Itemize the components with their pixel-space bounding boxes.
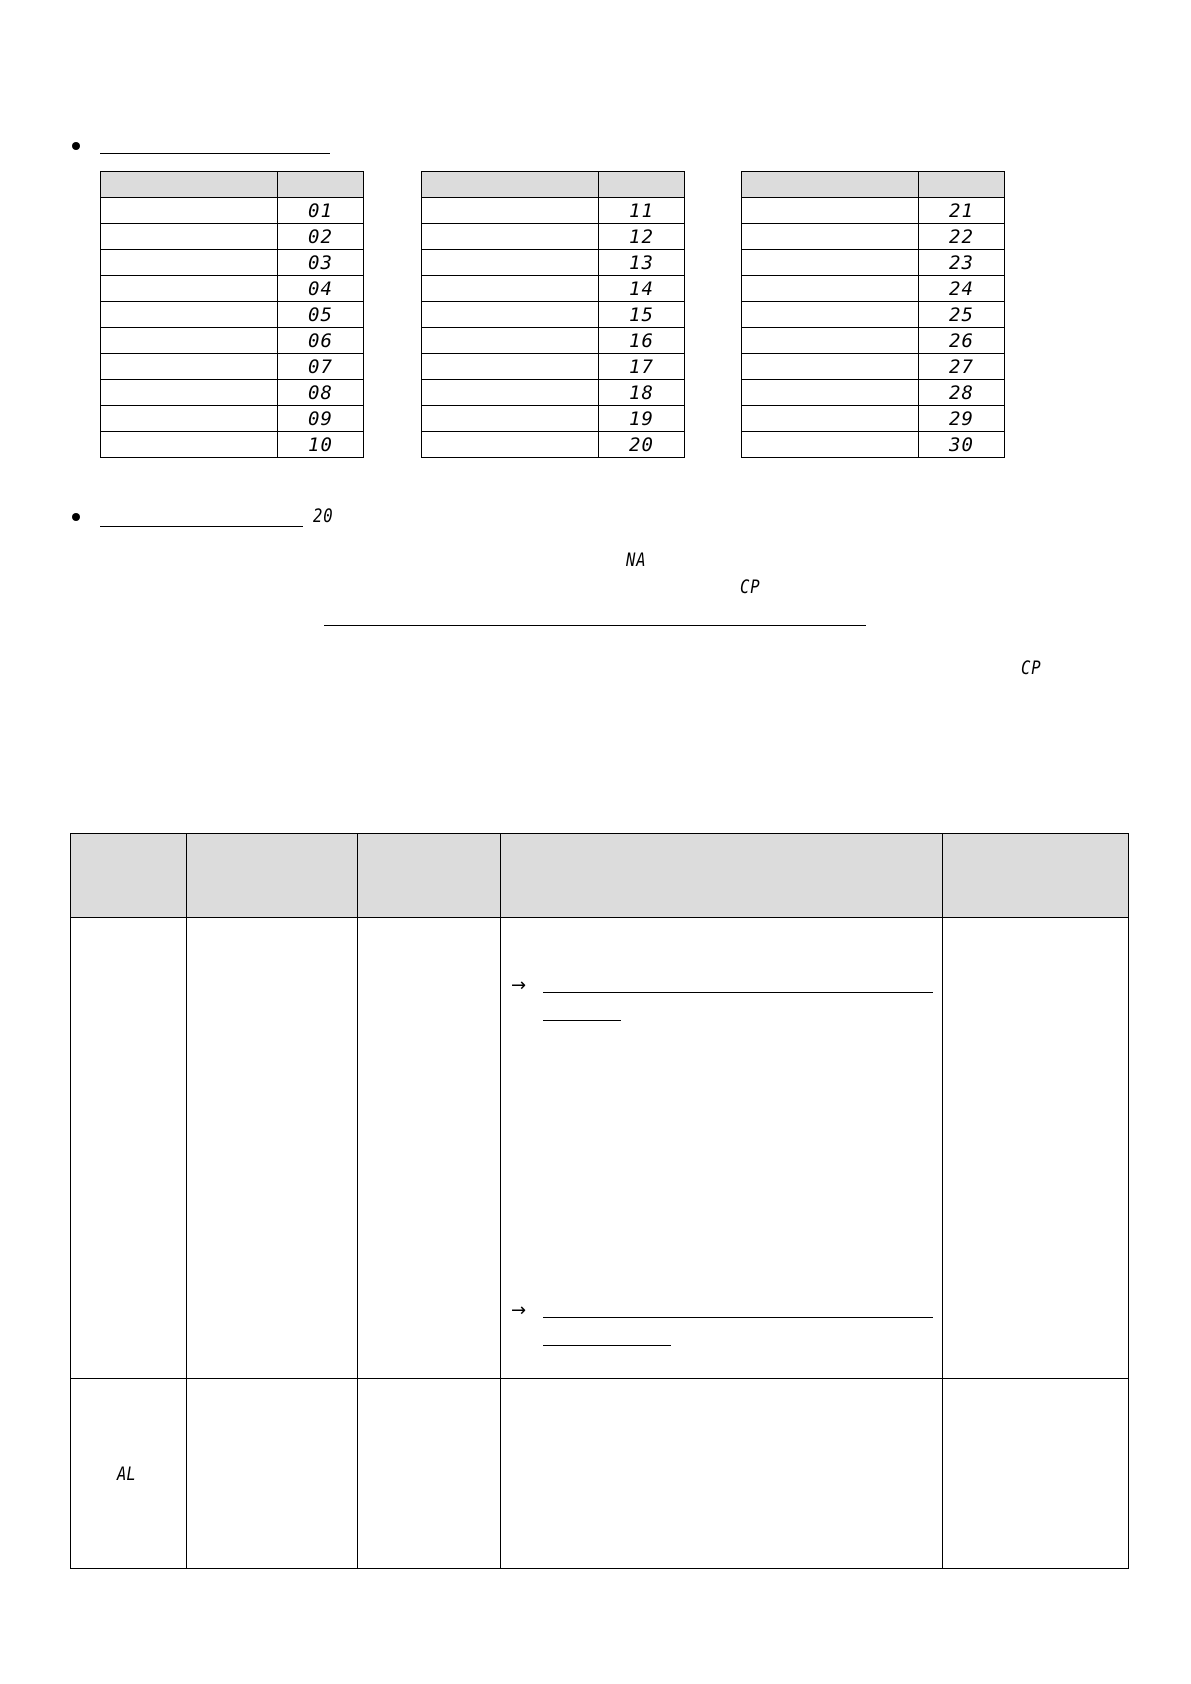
code-cell: 19 [599,406,685,432]
code-cell: 30 [919,432,1005,458]
code-cell: 07 [278,354,364,380]
code-cell: 04 [278,276,364,302]
section-2-heading-underline [100,526,303,527]
underline-desc-2b [543,1345,671,1346]
table-row [742,198,1005,224]
main-table [70,833,1129,1569]
table-row [101,432,364,458]
code-cell: 01 [278,198,364,224]
section-1-heading-underline [100,153,330,154]
code-cell: 05 [278,302,364,328]
code-cell: 25 [919,302,1005,328]
table-header-row [742,172,1005,198]
code-cell: 28 [919,380,1005,406]
bullet-2 [72,513,80,521]
display-code-na: NA [626,549,647,571]
table-row [71,1379,1129,1569]
code-table-3 [741,171,1005,458]
arrow-right-icon: → [511,975,527,996]
code-cell: 13 [599,250,685,276]
table-row [422,354,685,380]
display-code-20: 20 [313,505,334,527]
arrow-right-icon: → [511,1300,527,1321]
code-cell: 11 [599,198,685,224]
table-row [101,354,364,380]
table-row [742,224,1005,250]
code-cell: 02 [278,224,364,250]
table-row [101,250,364,276]
table-row [71,918,1129,1379]
table-row [101,224,364,250]
table-row [422,432,685,458]
underline-desc-1a [543,992,933,993]
code-cell: 15 [599,302,685,328]
table-row [742,380,1005,406]
table-row [742,276,1005,302]
code-cell: 22 [919,224,1005,250]
code-cell: 27 [919,354,1005,380]
table-row [422,328,685,354]
table-row [742,354,1005,380]
underline-desc-2a [543,1317,933,1318]
table-row [742,328,1005,354]
table-row [742,250,1005,276]
table-row [422,276,685,302]
table-row [101,198,364,224]
display-code-cp-2: CP [1021,657,1042,679]
table-row [422,250,685,276]
code-cell: 06 [278,328,364,354]
display-code-cp: CP [740,576,761,598]
code-table-1 [100,171,364,458]
underline-long [324,625,866,626]
table-row [742,432,1005,458]
bullet-1 [72,142,80,150]
table-row [742,406,1005,432]
table-header-row [422,172,685,198]
display-code-al: AL [117,1463,136,1485]
code-cell: 17 [599,354,685,380]
code-cell: 08 [278,380,364,406]
table-row [422,302,685,328]
code-cell: 14 [599,276,685,302]
code-cell: 12 [599,224,685,250]
code-cell: 16 [599,328,685,354]
code-cell: 20 [599,432,685,458]
table-row [422,224,685,250]
code-table-2 [421,171,685,458]
code-cell: 10 [278,432,364,458]
code-cell: 18 [599,380,685,406]
table-row [742,302,1005,328]
table-row [101,276,364,302]
underline-desc-1b [543,1020,621,1021]
main-table-header [71,834,1129,918]
code-cell: 03 [278,250,364,276]
table-row [101,380,364,406]
table-header-row [101,172,364,198]
table-row [101,328,364,354]
code-cell: 21 [919,198,1005,224]
code-cell: 24 [919,276,1005,302]
code-cell: 09 [278,406,364,432]
table-row [101,406,364,432]
code-cell: 23 [919,250,1005,276]
table-row [422,380,685,406]
code-cell: 29 [919,406,1005,432]
table-row [101,302,364,328]
code-cell: 26 [919,328,1005,354]
table-row [422,198,685,224]
table-row [422,406,685,432]
